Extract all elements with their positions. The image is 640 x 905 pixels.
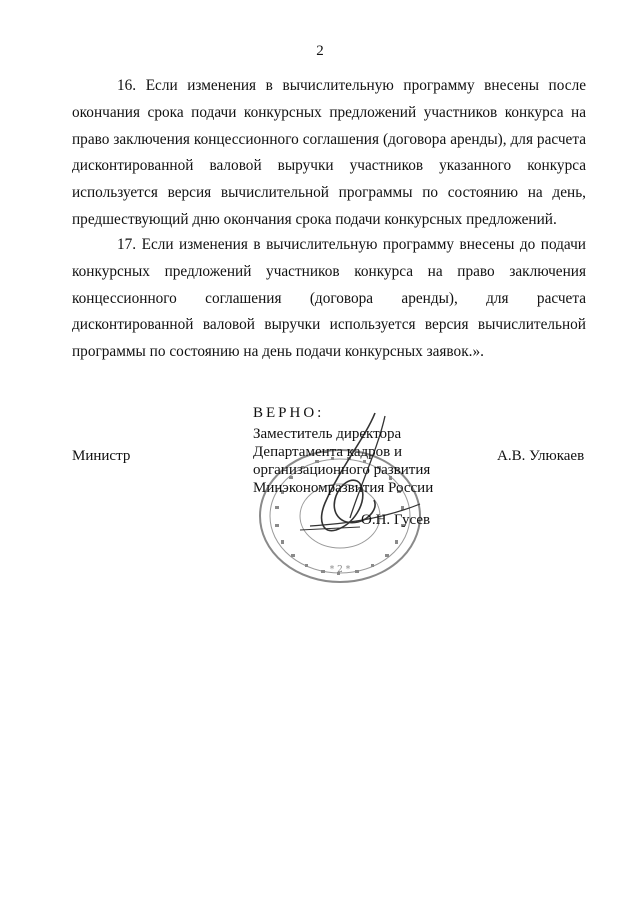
certification-block (253, 404, 483, 497)
certified-label: ВЕРНО: (253, 405, 325, 421)
signer-name: О.Н. Гусев (361, 512, 431, 528)
minister-title: Министр (72, 448, 131, 464)
page-number: 2 (316, 43, 324, 59)
signer-position-line-1: Заместитель директора (253, 426, 402, 442)
paragraph-17: 17. Если изменения в вычислительную программу внесены до подачи конкурсных предложений участников конкурса на право заключения концессионного соглашения (договора аренды), для расчета дисконтированной валовой выручки используется версия вычислительной программы по состоянию на день подачи конкурсных заявок.». (72, 236, 586, 361)
signer-position-line-4: Минэкономразвития России (253, 480, 434, 496)
svg-text:* 2 *: * 2 * (329, 565, 351, 575)
minister-name: А.В. Улюкаев (497, 448, 585, 464)
paragraph-16: 16. Если изменения в вычислительную программу внесены после окончания срока подачи конкурсных предложений участников конкурса на право заключения концессионного соглашения (договора аренды), для расчета дисконтированной валовой выручки участников указанного конкурса используется версия вычислительной программы по состоянию на день, предшествующий дню окончания срока подачи конкурсных предложений. (72, 77, 586, 228)
signer-position-line-3: организационного развития (253, 462, 431, 478)
signer-position-line-2: Департамента кадров и (253, 444, 402, 460)
